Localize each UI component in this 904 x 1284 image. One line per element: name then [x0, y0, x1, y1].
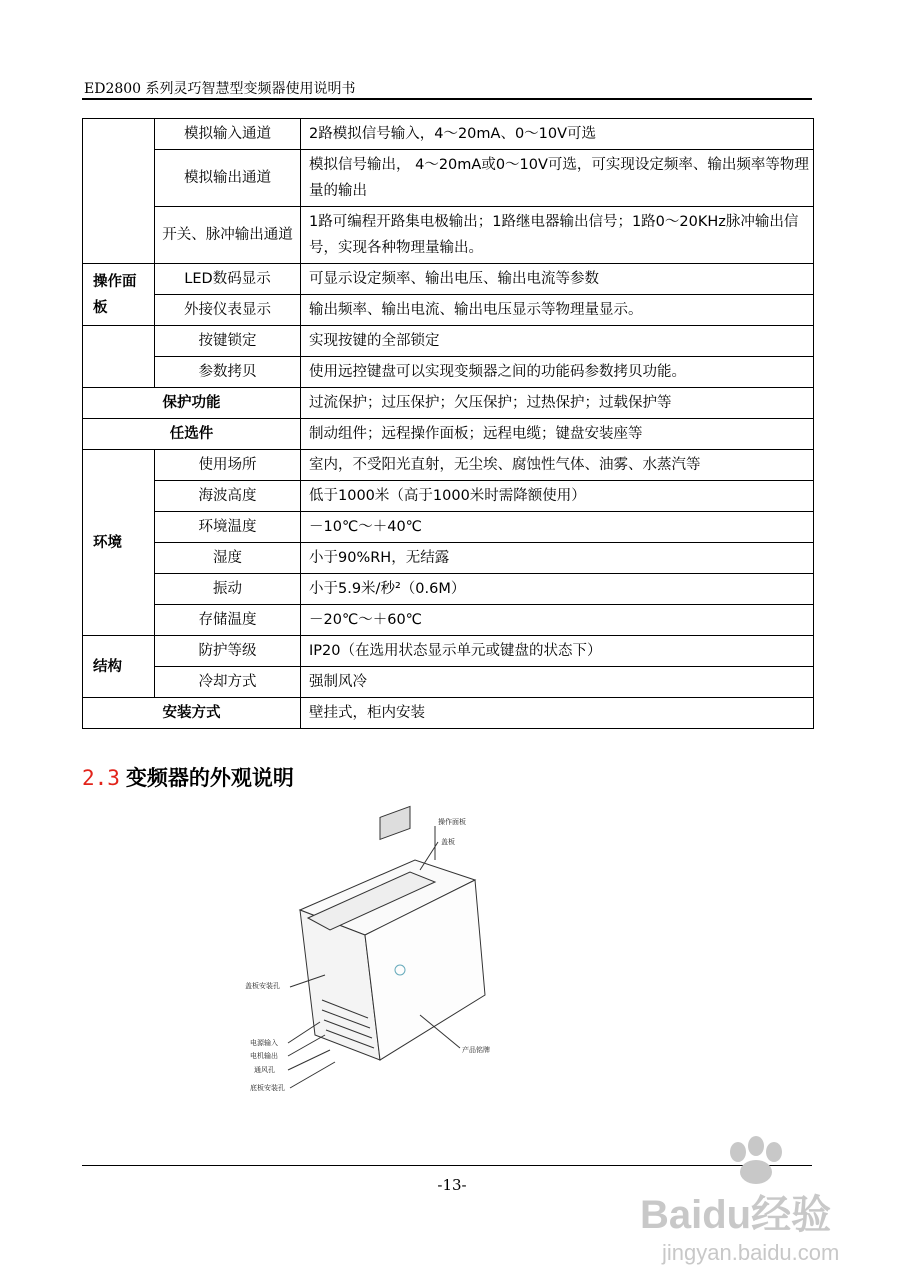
item-cell: 使用场所: [155, 450, 301, 481]
table-row: [83, 667, 814, 698]
value-cell: 小于5.9米/秒²（0.6M）: [301, 574, 814, 605]
category-cell: 环境: [83, 450, 155, 636]
value-cell: －20℃～＋60℃: [301, 605, 814, 636]
value-cell: 室内，不受阳光直射，无尘埃、腐蚀性气体、油雾、水蒸汽等: [301, 450, 814, 481]
table-row: [83, 636, 814, 667]
table-row: [83, 450, 814, 481]
label-power-input: 电源输入: [250, 1039, 278, 1047]
table-row: [83, 357, 814, 388]
category-cell: 结构: [83, 636, 155, 698]
value-cell: 输出频率、输出电流、输出电压显示等物理量显示。: [301, 295, 814, 326]
item-cell: 海波高度: [155, 481, 301, 512]
inverter-appearance-figure: [230, 800, 580, 1130]
item-cell: 外接仪表显示: [155, 295, 301, 326]
table-row: [83, 119, 814, 150]
table-row: [83, 698, 814, 729]
inverter-drawing: [230, 800, 580, 1130]
value-cell: 过流保护；过压保护；欠压保护；过热保护；过载保护等: [301, 388, 814, 419]
page-number: -13-: [437, 1176, 467, 1194]
item-cell: 开关、脉冲输出通道: [155, 207, 301, 264]
value-cell: 小于90%RH，无结露: [301, 543, 814, 574]
watermark-url: jingyan.baidu.com: [662, 1240, 840, 1265]
paw-icon: [730, 1136, 782, 1184]
value-cell: 制动组件；远程操作面板；远程电缆；键盘安装座等: [301, 419, 814, 450]
table-row: [83, 150, 814, 207]
watermark-brand: Baidu经验: [640, 1193, 832, 1237]
item-cell: 湿度: [155, 543, 301, 574]
item-cell: 冷却方式: [155, 667, 301, 698]
label-nameplate: 产品铭牌: [462, 1046, 490, 1054]
table-row: [83, 207, 814, 264]
value-cell: 2路模拟信号输入，4～20mA、0～10V可选: [301, 119, 814, 150]
label-vent: 通风孔: [254, 1066, 275, 1074]
value-cell: 壁挂式，柜内安装: [301, 698, 814, 729]
label-panel: 操作面板: [438, 818, 466, 826]
item-cell: 参数拷贝: [155, 357, 301, 388]
section-title: 变频器的外观说明: [125, 766, 294, 790]
item-cell: 模拟输出通道: [155, 150, 301, 207]
category-cell: 操作面板: [83, 264, 155, 326]
item-cell: 模拟输入通道: [155, 119, 301, 150]
document-header-title: ED2800 系列灵巧智慧型变频器使用说明书: [84, 81, 356, 97]
value-cell: －10℃～＋40℃: [301, 512, 814, 543]
value-cell: 低于1000米（高于1000米时需降额使用）: [301, 481, 814, 512]
value-cell: 实现按键的全部锁定: [301, 326, 814, 357]
value-cell: 1路可编程开路集电极输出；1路继电器输出信号；1路0～20KHz脉冲输出信号，实现各种物理量输出。: [301, 207, 814, 264]
item-cell: 存储温度: [155, 605, 301, 636]
item-cell: 按键锁定: [155, 326, 301, 357]
category-cell: 保护功能: [83, 388, 301, 419]
table-row: [83, 543, 814, 574]
table-row: [83, 419, 814, 450]
label-cover-hole: 盖板安装孔: [245, 982, 280, 990]
value-cell: 可显示设定频率、输出电压、输出电流等参数: [301, 264, 814, 295]
table-row: [83, 264, 814, 295]
item-cell: 环境温度: [155, 512, 301, 543]
baidu-watermark: [630, 1130, 900, 1280]
table-row: [83, 481, 814, 512]
value-cell: 强制风冷: [301, 667, 814, 698]
item-cell: 防护等级: [155, 636, 301, 667]
table-row: [83, 512, 814, 543]
category-cell: 任选件: [83, 419, 301, 450]
item-cell: 振动: [155, 574, 301, 605]
section-number: 2.3: [82, 766, 120, 790]
label-motor-output: 电机输出: [250, 1052, 278, 1060]
category-cell: [83, 119, 155, 264]
specification-table: [82, 118, 814, 729]
item-cell: LED数码显示: [155, 264, 301, 295]
label-mount-hole: 底板安装孔: [250, 1084, 285, 1092]
table-row: [83, 388, 814, 419]
table-row: [83, 605, 814, 636]
category-cell: [83, 326, 155, 388]
category-cell: 安装方式: [83, 698, 301, 729]
value-cell: 模拟信号输出， 4～20mA或0～10V可选，可实现设定频率、输出频率等物理量的输出: [301, 150, 814, 207]
section-heading: [82, 762, 294, 792]
table-row: [83, 574, 814, 605]
table-row: [83, 326, 814, 357]
value-cell: 使用远控键盘可以实现变频器之间的功能码参数拷贝功能。: [301, 357, 814, 388]
table-row: [83, 295, 814, 326]
label-cover: 盖板: [441, 838, 455, 846]
value-cell: IP20（在选用状态显示单元或键盘的状态下）: [301, 636, 814, 667]
header-rule: [82, 98, 812, 100]
